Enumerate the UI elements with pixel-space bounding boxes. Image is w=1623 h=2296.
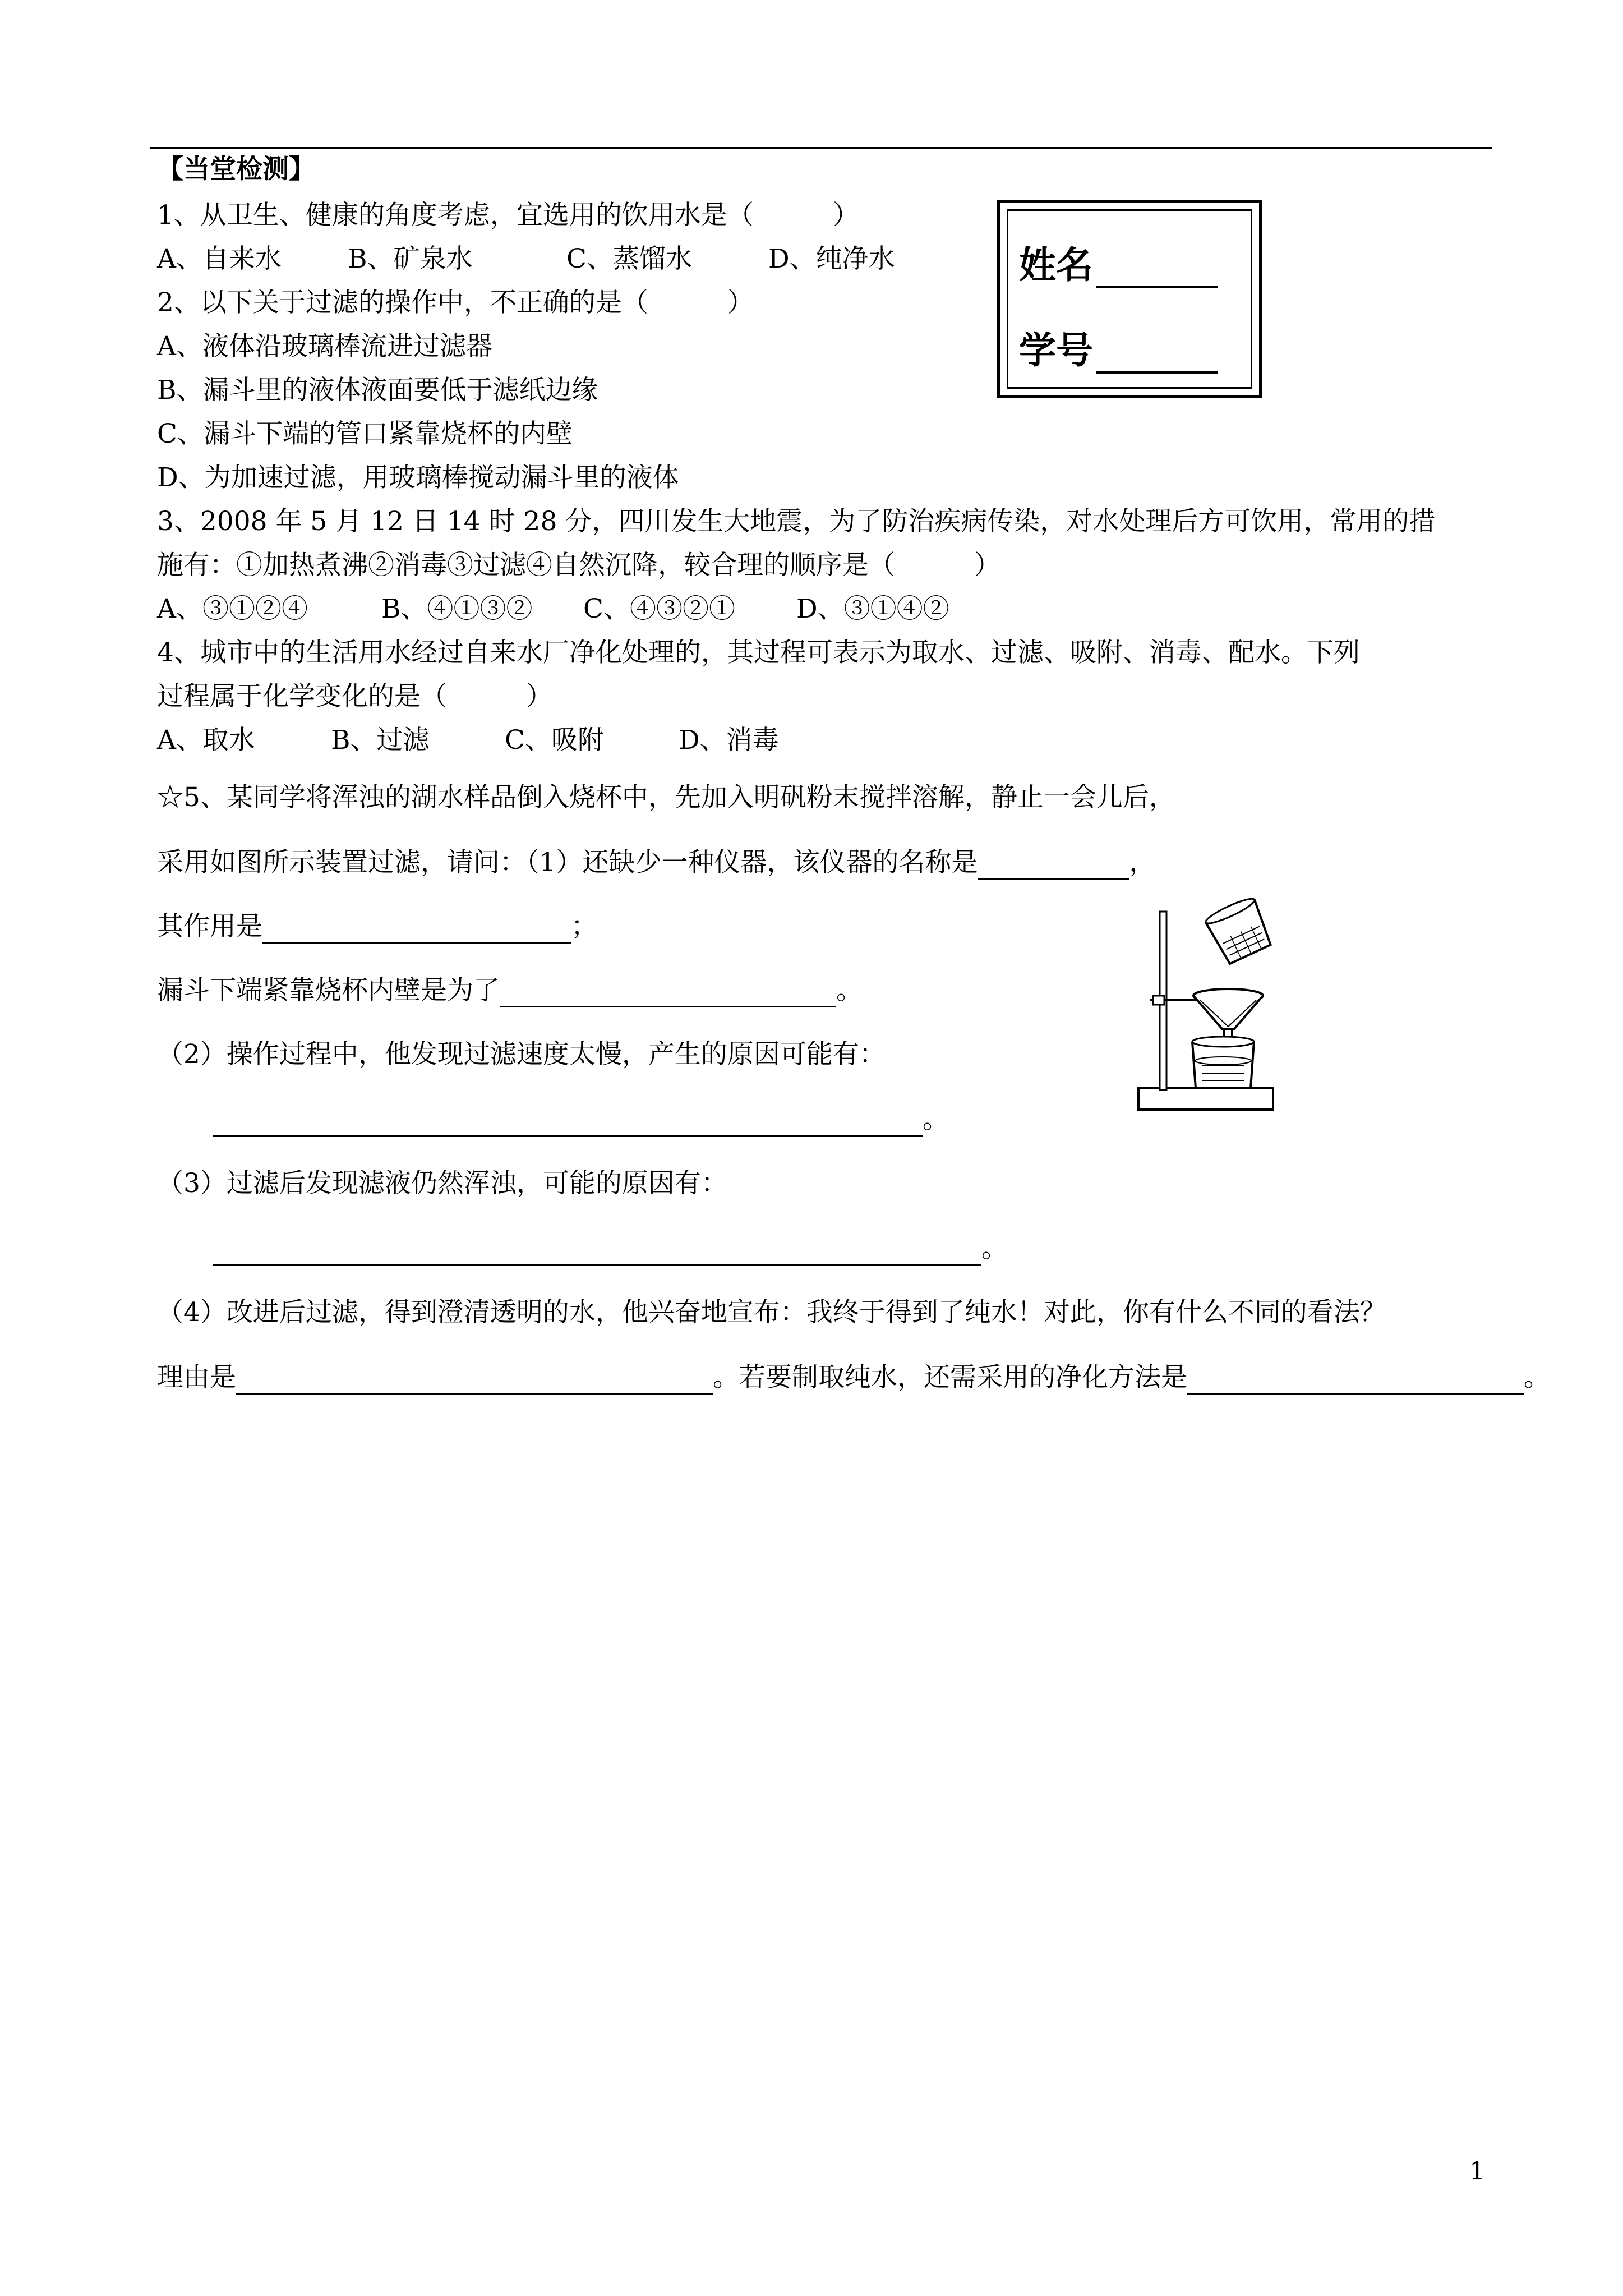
q1-option-b: B、矿泉水 xyxy=(348,243,473,274)
q4-option-a: A、取水 xyxy=(157,725,255,756)
q5-part4b-end: 。 xyxy=(1524,1362,1550,1393)
q5-part1c xyxy=(157,974,863,1007)
page-number: 1 xyxy=(1469,2157,1485,2185)
filtration-apparatus-figure xyxy=(1133,895,1279,1125)
section-title: 【当堂检测】 xyxy=(157,154,315,185)
q5-part1b xyxy=(157,910,597,944)
q5-part2: （2）操作过程中，他发现过滤速度太慢，产生的原因可能有： xyxy=(157,1039,886,1070)
q4-stem-line2: 过程属于化学变化的是（ ） xyxy=(157,681,552,712)
q1-stem: 1、从卫生、健康的角度考虑，宜选用的饮用水是（ ） xyxy=(157,200,859,231)
name-label: 姓名 xyxy=(1019,243,1093,287)
q5-part2-answer xyxy=(213,1103,949,1137)
q5-part1b-text: 其作用是 xyxy=(157,911,262,942)
q2-option-b: B、漏斗里的液体液面要低于滤纸边缘 xyxy=(157,375,598,406)
q5-part1 xyxy=(157,846,1155,880)
q5-part1-blank[interactable] xyxy=(978,851,1129,880)
q4-option-c: C、吸附 xyxy=(505,725,604,756)
q5-intro: ☆5、某同学将浑浊的湖水样品倒入烧杯中，先加入明矾粉末搅拌溶解，静止一会儿后， xyxy=(157,782,1175,813)
q5-part1c-end: 。 xyxy=(836,975,863,1006)
id-row xyxy=(1019,320,1218,374)
beaker xyxy=(1192,1037,1254,1088)
q4-stem-line1: 4、城市中的生活用水经过自来水厂净化处理的，其过程可表示为取水、过滤、吸附、消毒、配水。下列 xyxy=(157,637,1360,668)
id-blank[interactable] xyxy=(1096,334,1218,374)
q4-option-b: B、过滤 xyxy=(331,725,430,756)
name-blank[interactable] xyxy=(1096,249,1218,288)
q1-option-d: D、纯净水 xyxy=(768,243,895,274)
iron-stand-base xyxy=(1138,1088,1273,1110)
q5-part1-text: 采用如图所示装置过滤，请问：（1）还缺少一种仪器，该仪器的名称是 xyxy=(157,847,978,878)
q5-part1b-blank[interactable] xyxy=(262,915,571,944)
q5-method-blank[interactable] xyxy=(1187,1366,1524,1395)
q1-option-a: A、自来水 xyxy=(157,243,282,274)
header-rule xyxy=(150,147,1492,149)
id-label: 学号 xyxy=(1019,329,1093,372)
pouring-beaker xyxy=(1204,895,1275,966)
q2-option-d: D、为加速过滤，用玻璃棒搅动漏斗里的液体 xyxy=(157,462,679,493)
name-row xyxy=(1019,235,1218,288)
q5-part4b-text: 理由是 xyxy=(157,1362,236,1393)
q2-option-c: C、漏斗下端的管口紧靠烧杯的内壁 xyxy=(157,418,573,449)
q5-part4: （4）改进后过滤，得到澄清透明的水，他兴奋地宣布：我终于得到了纯水！对此，你有什么不同的看法？ xyxy=(157,1297,1386,1328)
q5-part4b-mid: 。若要制取纯水，还需采用的净化方法是 xyxy=(713,1362,1187,1393)
q3-option-a: A、③①②④ xyxy=(157,593,308,624)
q5-part3-blank[interactable] xyxy=(213,1237,981,1266)
q1-option-c: C、蒸馏水 xyxy=(566,243,692,274)
q3-options xyxy=(157,592,949,626)
q5-part4b xyxy=(157,1361,1550,1395)
q5-part3-answer xyxy=(213,1232,1008,1266)
q1-options xyxy=(157,242,895,276)
q3-stem-line1: 3、2008 年 5 月 12 日 14 时 28 分，四川发生大地震，为了防治疾病传染，对水处理后方可饮用，常用的措 xyxy=(157,506,1436,537)
q5-part1c-text: 漏斗下端紧靠烧杯内壁是为了 xyxy=(157,975,500,1006)
name-id-box xyxy=(997,200,1262,398)
q5-part1c-blank[interactable] xyxy=(500,979,836,1007)
q3-stem-line2: 施有：①加热煮沸②消毒③过滤④自然沉降，较合理的顺序是（ ） xyxy=(157,550,1000,581)
q4-option-d: D、消毒 xyxy=(679,725,779,756)
q2-stem: 2、以下关于过滤的操作中，不正确的是（ ） xyxy=(157,287,754,318)
q5-reason-blank[interactable] xyxy=(236,1366,713,1395)
q5-part2-end: 。 xyxy=(923,1104,949,1135)
q5-part2-blank[interactable] xyxy=(213,1108,923,1137)
q2-option-a: A、液体沿玻璃棒流进过滤器 xyxy=(157,331,492,362)
q3-option-d: D、③①④② xyxy=(796,593,949,624)
q5-part1b-end: ； xyxy=(571,911,597,942)
q5-part3-end: 。 xyxy=(981,1233,1008,1264)
q3-option-b: B、④①③② xyxy=(381,593,533,624)
q5-part3: （3）过滤后发现滤液仍然浑浊，可能的原因有： xyxy=(157,1168,727,1199)
q3-option-c: C、④③②① xyxy=(583,593,735,624)
q4-options xyxy=(157,724,779,757)
q5-part1-end: ， xyxy=(1129,847,1156,878)
